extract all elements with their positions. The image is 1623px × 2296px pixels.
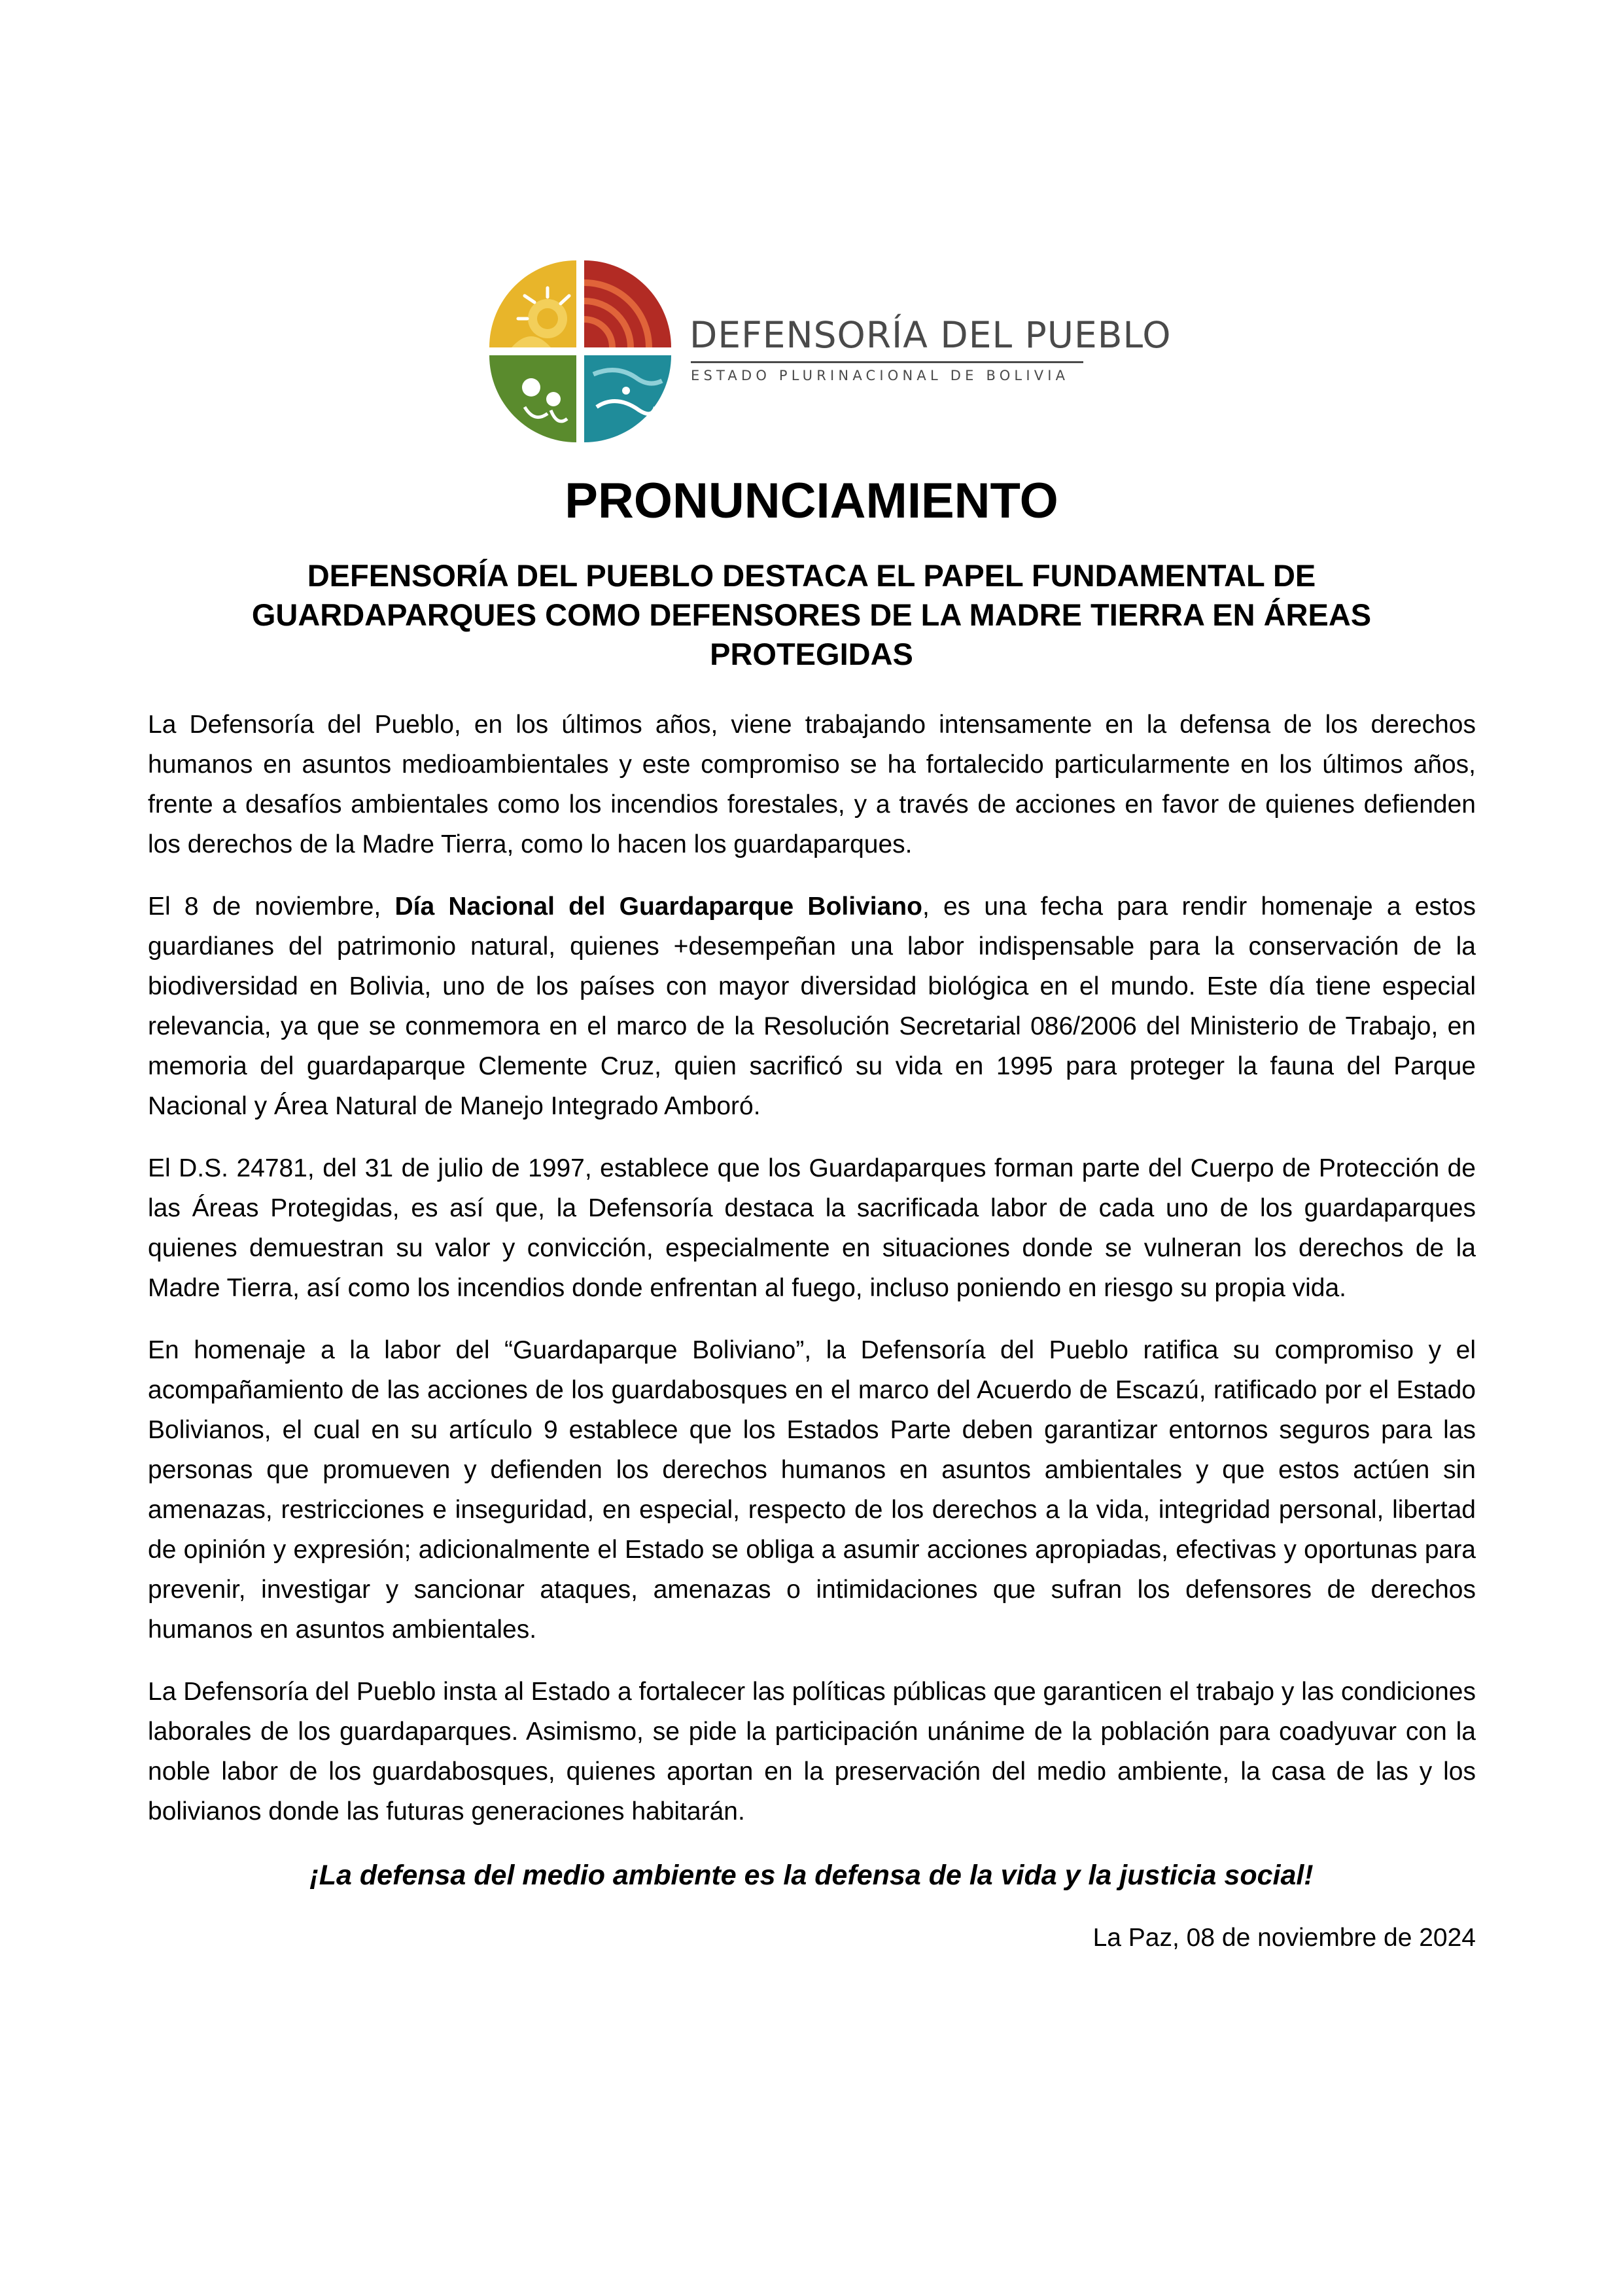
document-body bbox=[148, 705, 1476, 1854]
logo-divider bbox=[691, 361, 1083, 363]
document-title: PRONUNCIAMIENTO bbox=[565, 473, 1058, 529]
paragraph-2-rest: , es una fecha para rendir homenaje a estos guardianes del patrimonio natural, quienes +desempeñan una labor indispensable para la conservación de la biodiversidad en Bolivia, uno de los países con mayor diversidad biológica en el mundo. Este día tiene especial relevancia, ya que se conmemora en el marco de la Resolución Secretarial 086/2006 del Ministerio de Trabajo, en memoria del guardaparque Clemente Cruz, quien sacrificó su vida en 1995 para proteger la fauna del Parque Nacional y Área Natural de Manejo Integrado Amboró. bbox=[148, 892, 1476, 1120]
paragraph-5: La Defensoría del Pueblo insta al Estado a fortalecer las políticas públicas que garanticen el trabajo y las condiciones laborales de los guardaparques. Asimismo, se pide la participación unánime de la población para coadyuvar con la noble labor de los guardabosques, quienes aportan en la preservación del medio ambiente, la casa de las y los bolivianos donde las futuras generaciones habitarán. bbox=[148, 1678, 1476, 1826]
closing-slogan: ¡La defensa del medio ambiente es la defensa de la vida y la justicia social! bbox=[309, 1860, 1314, 1891]
defensoria-logo bbox=[485, 256, 1172, 446]
paragraph-3: El D.S. 24781, del 31 de julio de 1997, establece que los Guardaparques forman parte del Cuerpo de Protección de las Áreas Protegidas, es así que, la Defensoría destaca la sacrificada labor de cada uno de los guardaparques quienes demuestran su valor y convicción, especialmente en situaciones donde se vulneran los derechos de la Madre Tierra, así como los incendios donde enfrentan al fuego, incluso poniendo en riesgo su propia vida. bbox=[148, 1154, 1476, 1302]
document-subtitle: DEFENSORÍA DEL PUEBLO DESTACA EL PAPEL FUNDAMENTAL DE GUARDAPARQUES COMO DEFENSORES DE LA MADRE TIERRA EN ÁREAS PROTEGIDAS bbox=[251, 558, 1372, 671]
paragraph-4: En homenaje a la labor del “Guardaparque Boliviano”, la Defensoría del Pueblo ratifica su compromiso y el acompañamiento de las acciones de los guardabosques en el marco del Acuerdo de Escazú, ratificado por el Estado Bolivianos, el cual en su artículo 9 establece que los Estados Parte deben garantizar entornos seguros para las personas que promueven y defienden los derechos humanos en asuntos ambientales y que estos actúen sin amenazas, restricciones e inseguridad, en especial, respecto de los derechos a la vida, integridad personal, libertad de opinión y expresión; adicionalmente el Estado se obliga a asumir acciones apropiadas, efectivas y oportunas para prevenir, investigar y sancionar ataques, amenazas o intimidaciones que sufran los defensores de derechos humanos en asuntos ambientales. bbox=[148, 1336, 1476, 1644]
paragraph-2 bbox=[148, 887, 1476, 1126]
logo-organization-subtitle: ESTADO PLURINACIONAL DE BOLIVIA bbox=[691, 368, 1070, 383]
logo-organization-name: DEFENSORÍA DEL PUEBLO bbox=[689, 314, 1172, 356]
paragraph-2-intro: El 8 de noviembre, bbox=[148, 892, 395, 921]
paragraph-1: La Defensoría del Pueblo, en los últimos años, viene trabajando intensamente en la defensa de los derechos humanos en asuntos medioambientales y este compromiso se ha fortalecido particularmente en los últimos años, frente a desafíos ambientales como los incendios forestales, y a través de acciones en favor de quienes defienden los derechos de la Madre Tierra, como lo hacen los guardaparques. bbox=[148, 711, 1476, 858]
paragraph-2-highlight: Día Nacional del Guardaparque Boliviano bbox=[394, 892, 922, 921]
place-and-date: La Paz, 08 de noviembre de 2024 bbox=[1092, 1924, 1476, 1952]
logo-emblem-icon bbox=[485, 256, 675, 446]
